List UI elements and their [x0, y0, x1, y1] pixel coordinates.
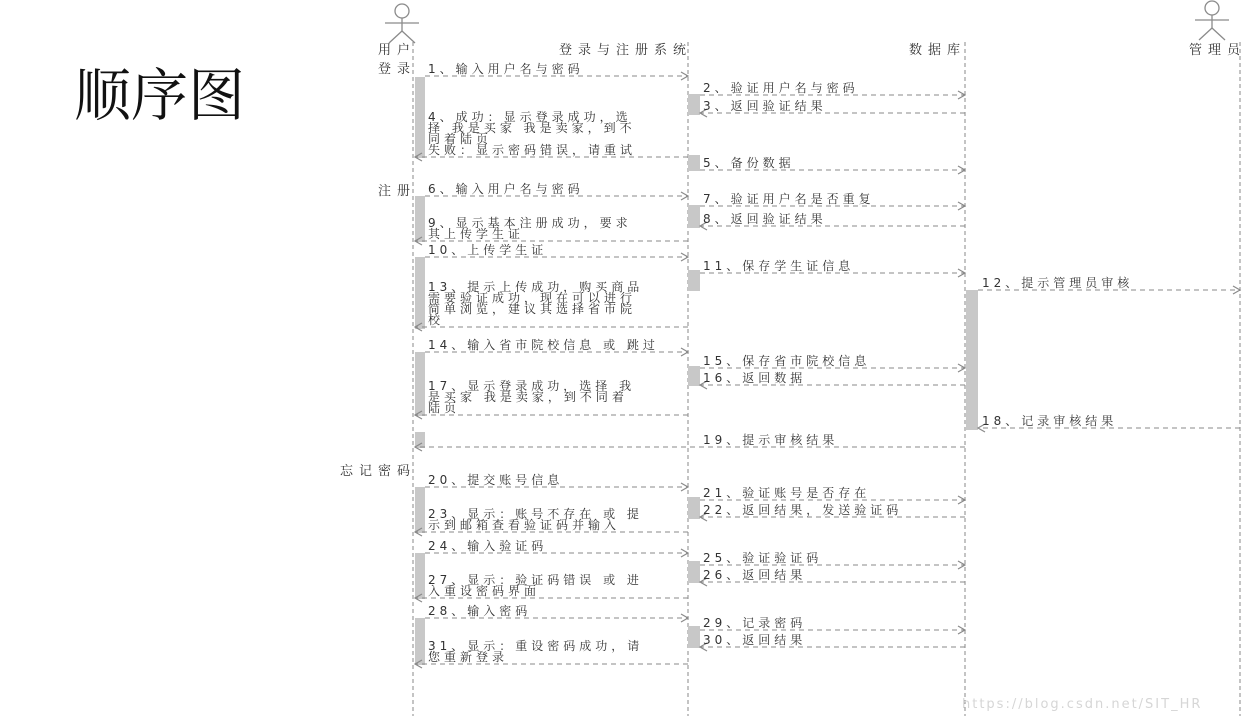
participant-label-system: 登录与注册系统 — [558, 43, 692, 58]
message-label — [703, 435, 838, 446]
message-text-line: 您重新登录 — [428, 650, 509, 664]
slide-title: 顺序图 — [74, 63, 245, 129]
message-text-line: 25、验证验证码 — [703, 551, 823, 565]
actor-leg — [1212, 28, 1225, 40]
message-text-line: 18、记录审核结果 — [982, 414, 1118, 428]
message-text-line: 30、返回结果 — [703, 633, 807, 647]
arrowhead — [681, 614, 688, 622]
activation-bar — [688, 497, 700, 519]
actor-head — [395, 4, 409, 18]
message-label — [703, 214, 827, 225]
activation-bar — [688, 205, 700, 228]
arrowhead — [681, 483, 688, 491]
message-label — [428, 541, 547, 552]
activation-bar — [415, 618, 425, 665]
activation-bar — [415, 257, 425, 329]
message-text-line: 17、显示登录成功，选择 我 — [428, 379, 636, 393]
message-label — [703, 356, 870, 367]
message-text-line: 2、验证用户名与密码 — [703, 81, 859, 95]
section-label-forgot-password: 忘记密码 — [339, 464, 416, 479]
message-text-line: 14、输入省市院校信息 或 跳过 — [428, 338, 659, 352]
arrowhead — [681, 348, 688, 356]
message-text-line: 入重设密码界面 — [428, 584, 541, 598]
message-label — [428, 218, 632, 240]
message-text-line: 20、提交账号信息 — [428, 473, 564, 487]
message-label — [428, 381, 635, 414]
message-text-line: 16、返回数据 — [703, 371, 807, 385]
message-text-line: 同着陆页 — [428, 132, 493, 146]
activation-bar — [688, 155, 700, 171]
message-text-line: 8、返回验证结果 — [703, 212, 827, 226]
message-text-line: 校 — [428, 313, 445, 327]
activation-bar — [966, 290, 978, 430]
message-label — [982, 416, 1117, 427]
message-label — [703, 618, 806, 629]
message-text-line: 11、保存学生证信息 — [703, 259, 855, 273]
message-label — [703, 373, 806, 384]
message-text-line: 12、提示管理员审核 — [982, 276, 1134, 290]
message-label — [428, 245, 547, 256]
message-text-line: 择 我是买家 我是卖家，到不 — [428, 121, 636, 135]
message-text-line: 需要验证成功，现在可以进行 — [428, 291, 637, 305]
message-label — [428, 509, 643, 531]
activation-bar — [688, 366, 700, 386]
message-text-line: 3、返回验证结果 — [703, 99, 827, 113]
message-text-line: 是买家 我是卖家，到不同着 — [428, 390, 628, 404]
activation-bar — [688, 561, 700, 583]
section-label-login: 登录 — [377, 62, 416, 77]
message-text-line: 31、显示：重设密码成功，请 — [428, 639, 644, 653]
message-text-line: 陆页 — [428, 401, 461, 415]
message-label — [428, 475, 563, 486]
watermark: https://blog.csdn.net/SIT_HR — [962, 697, 1203, 712]
participant-label-database: 数据库 — [908, 43, 966, 58]
participant-label-admin: 管理员 — [1188, 43, 1246, 58]
activation-bar — [415, 77, 425, 158]
message-label — [703, 635, 806, 646]
actor-icon — [385, 4, 419, 43]
message-text-line: 4、成功：显示登录成功，选 — [428, 110, 632, 124]
message-label — [703, 488, 870, 499]
actor-leg — [1199, 28, 1212, 40]
activation-bar — [415, 487, 425, 533]
message-text-line: 27、显示：验证码错误 或 进 — [428, 573, 643, 587]
message-label — [703, 83, 859, 94]
message-text-line: 21、验证账号是否存在 — [703, 486, 871, 500]
activation-bar — [688, 270, 700, 291]
message-text-line: 失败：显示密码错误，请重试 — [428, 143, 637, 157]
message-text-line: 28、输入密码 — [428, 604, 532, 618]
message-text-line: 简单浏览，建议其选择省市院 — [428, 302, 637, 316]
message-label — [428, 184, 584, 195]
message-text-line: 19、提示审核结果 — [703, 433, 839, 447]
message-label — [703, 261, 854, 272]
message-label — [428, 340, 659, 351]
message-text-line: 示到邮箱查看验证码并输入 — [428, 518, 621, 532]
message-label — [428, 641, 643, 663]
message-label — [703, 101, 827, 112]
message-text-line: 其上传学生证 — [428, 227, 525, 241]
message-text-line: 9、显示基本注册成功，要求 — [428, 216, 632, 230]
activation-bar — [688, 94, 700, 115]
message-label — [428, 112, 636, 156]
message-label — [428, 64, 584, 75]
message-label — [428, 606, 531, 617]
activation-bar — [688, 626, 700, 648]
message-text-line: 1、输入用户名与密码 — [428, 62, 584, 76]
activation-bar — [415, 352, 425, 416]
activation-bar — [415, 196, 425, 242]
message-text-line: 26、返回结果 — [703, 568, 807, 582]
message-label — [703, 158, 795, 169]
message-label — [703, 194, 875, 205]
activation-bar — [415, 553, 425, 599]
arrowhead — [681, 253, 688, 261]
actor-head — [1205, 1, 1219, 15]
message-text-line: 13、提示上传成功，购买商品 — [428, 280, 644, 294]
message-text-line: 29、记录密码 — [703, 616, 807, 630]
arrowhead — [681, 549, 688, 557]
section-label-register: 注册 — [377, 184, 416, 199]
message-text-line: 15、保存省市院校信息 — [703, 354, 871, 368]
message-label — [703, 570, 806, 581]
participant-label-user: 用户 — [377, 43, 416, 58]
message-text-line: 6、输入用户名与密码 — [428, 182, 584, 196]
message-text-line: 10、上传学生证 — [428, 243, 548, 257]
actor-leg — [389, 31, 402, 43]
message-label — [703, 505, 902, 516]
message-text-line: 7、验证用户名是否重复 — [703, 192, 875, 206]
arrowhead — [681, 72, 688, 80]
message-text-line: 24、输入验证码 — [428, 539, 548, 553]
message-label — [982, 278, 1133, 289]
message-text-line: 23、显示：账号不存在 或 提 — [428, 507, 643, 521]
message-label — [703, 553, 822, 564]
message-text-line: 5、备份数据 — [703, 156, 795, 170]
message-text-line: 22、返回结果，发送验证码 — [703, 503, 903, 517]
message-label — [428, 282, 643, 326]
actor-leg — [402, 31, 415, 43]
actor-icon — [1195, 1, 1229, 40]
message-arrow — [415, 443, 965, 451]
arrowhead — [681, 192, 688, 200]
message-label — [428, 575, 643, 597]
